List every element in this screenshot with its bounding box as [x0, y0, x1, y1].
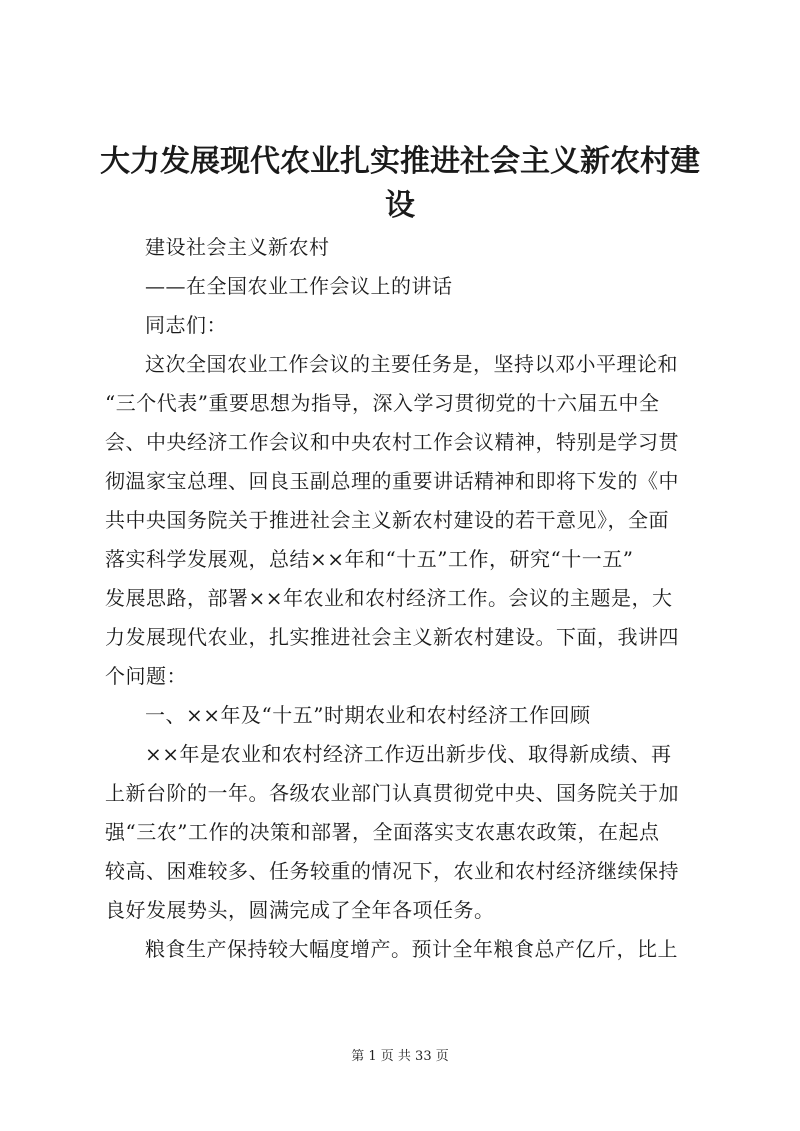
paragraph-line: 落实科学发展观，总结××年和“十五”工作，研究“十一五” [105, 547, 634, 571]
paragraph-line: 会、中央经济工作会议和中央农村工作会议精神，特别是学习贯 [105, 430, 679, 454]
salutation: 同志们： [145, 313, 227, 337]
section-heading: 一、××年及“十五”时期农业和农村经济工作回顾 [145, 703, 591, 727]
paragraph-line: “三个代表”重要思想为指导，深入学习贯彻党的十六届五中全 [105, 391, 660, 415]
subtitle-line: 建设社会主义新农村 [145, 235, 330, 259]
paragraph-line: 彻温家宝总理、回良玉副总理的重要讲话精神和即将下发的《中 [105, 469, 679, 493]
page-number-footer: 第 1 页 共 33 页 [351, 1049, 449, 1064]
paragraph-line: 这次全国农业工作会议的主要任务是，坚持以邓小平理论和 [145, 352, 678, 376]
paragraph-line: 力发展现代农业，扎实推进社会主义新农村建设。下面，我讲四 [105, 625, 679, 649]
paragraph-line: 良好发展势头，圆满完成了全年各项任务。 [105, 898, 495, 922]
paragraph-line: ××年是农业和农村经济工作迈出新步伐、取得新成绩、再 [145, 742, 672, 766]
document-title [90, 140, 710, 228]
title-line-1: 大力发展现代农业扎实推进社会主义新农村建 [100, 144, 700, 179]
speech-caption: ——在全国农业工作会议上的讲话 [145, 274, 453, 298]
paragraph-line: 发展思路，部署××年农业和农村经济工作。会议的主题是，大 [105, 586, 673, 610]
paragraph-line: 上新台阶的一年。各级农业部门认真贯彻党中央、国务院关于加 [105, 781, 679, 805]
paragraph-line: 共中央国务院关于推进社会主义新农村建设的若干意见》，全面 [105, 508, 669, 532]
paragraph-line: 强“三农”工作的决策和部署，全面落实支农惠农政策，在起点 [105, 820, 660, 844]
title-line-2: 设 [385, 188, 415, 223]
paragraph-line: 个问题： [105, 664, 187, 688]
paragraph-line: 较高、困难较多、任务较重的情况下，农业和农村经济继续保持 [105, 859, 679, 883]
paragraph-line: 粮食生产保持较大幅度增产。预计全年粮食总产亿斤，比上 [145, 937, 678, 961]
